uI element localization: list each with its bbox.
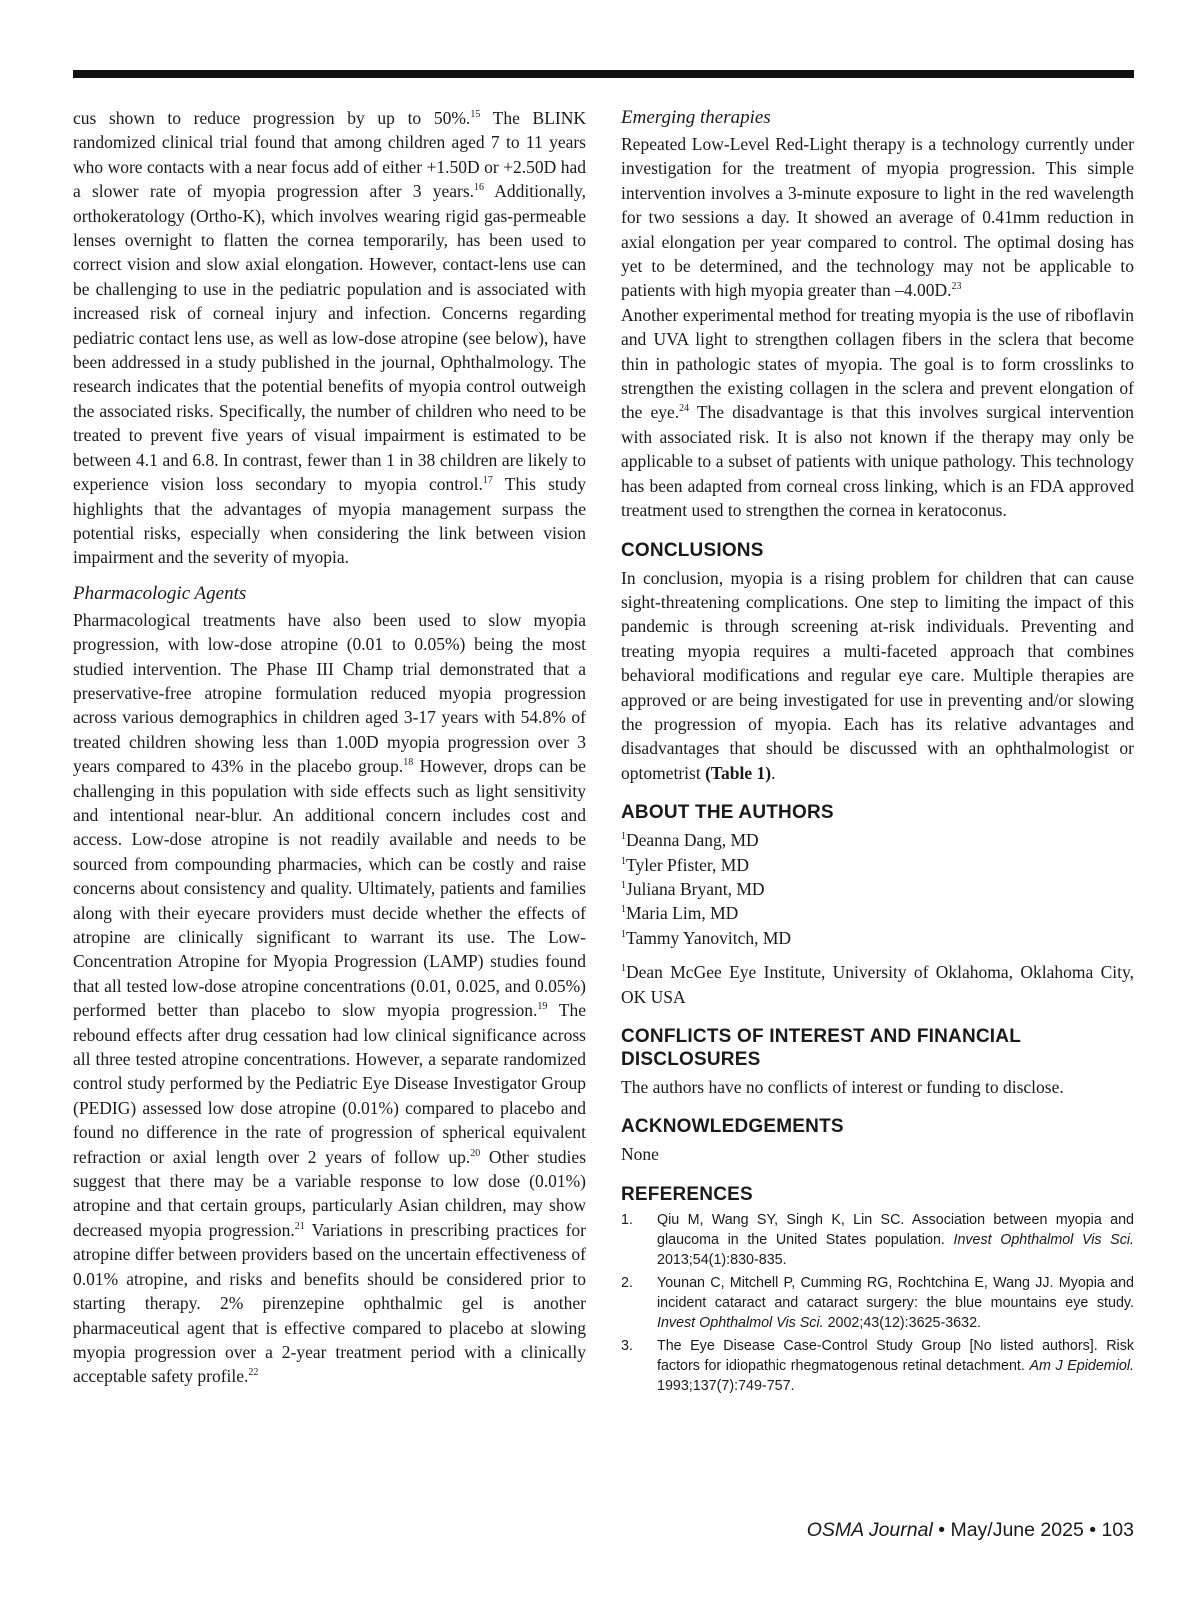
emerging-therapies-heading: Emerging therapies [621,107,771,128]
author-item: $^1$Juliana Bryant, MD [621,878,765,899]
author-item: $^1$Tammy Yanovitch, MD [621,927,792,948]
riboflavin-paragraph: Another experimental method for treating myopia is the use of riboflavin and UVA light to strengthen collagen fibers in the sclera that become thin in pathologic states of myopia. The goal is to form crosslinks to strengthen the existing collagen in the sclera and prevent elongation of the eye.$^{24}$ The disadvantage is that this involves surgical intervention with associated risk. It is also not known if the therapy may only be applicable to a subset of patients with unique pathology. This technology has been adapted from corneal cross linking, which is an FDA approved treatment used to strengthen the cornea in keratoconus. [621,304,1134,521]
page-footer [807,1518,1134,1542]
author-list [621,828,1134,950]
reference-item: 2. Younan C, Mitchell P, Cumming RG, Rochtchina E, Wang JJ. Myopia and incident cataract and cataract surgery: the blue mountains eye study. Invest Ophthalmol Vis Sci. 2002;43(12):3625-3632. [621,1274,1134,1331]
journal-name: OSMA Journal [806,1519,933,1541]
conclusions-paragraph: In conclusion, myopia is a rising problem for children that can cause sight-threatening complications. One step to limiting the impact of this pandemic is through screening at-risk individuals. Preventing and treating myopia requires a multi-faceted approach that combines behavioral modifications and regular eye care. Multiple therapies are approved or are being investigated for use in preventing and/or slowing the progression of myopia. Each has its relative advantages and disadvantages that should be discussed with an ophthalmologist or optometrist (Table 1). [621,567,1134,783]
author-item: $^1$Maria Lim, MD [621,903,739,924]
reference-list [621,1210,1134,1396]
top-rule [73,70,1134,78]
contact-lens-paragraph: cus shown to reduce progression by up to 50%.$^{15}$ The BLINK randomized clinical trial found that among children aged 7 to 11 years who wore contacts with a near focus add of either +1.50D or +2.50D had a slower rate of myopia progression after 3 years.$^{16}$ Additionally, orthokeratology (Ortho-K), which involves wearing rigid gas-permeable lenses overnight to flatten the cornea temporarily, has been used to correct vision and slow axial elongation. However, contact-lens use can be challenging to use in the pediatric population and is associated with increased risk of corneal injury and infection. Concerns regarding pediatric contact lens use, as well as low-dose atropine (see below), have been addressed in a study published in the journal, Ophthalmology. The research indicates that the potential benefits of myopia control outweigh the associated risks. Specifically, the number of children who need to be treated to prevent five years of visual impairment is estimated to be between 4.1 and 6.8. In contrast, fewer than 1 in 38 children are likely to experience vision loss secondary to myopia control.$^{17}$ This study highlights that the advantages of myopia management surpass the potential risks, especially when considering the link between vision impairment and the severity of myopia. [73,108,586,568]
pharmacologic-paragraph: Pharmacological treatments have also been used to slow myopia progression, with low-dose atropine (0.01 to 0.05%) being the most studied intervention. The Phase III Champ trial demonstrated that a preservative-free atropine formulation reduced myopia progression across various demographics in children aged 3-17 years with 54.8% of treated children showing less than 1.00D myopia progression over 3 years compared to 43% in the placebo group.$^{18}$ However, drops can be challenging in this population with side effects such as light sensitivity and intentional near-blur. An additional concern includes cost and access. Low-dose atropine is not readily available and needs to be sourced from compounding pharmacies, which can be costly and raise concerns about consistency and quality. Ultimately, patients and families along with their eyecare providers must decide whether the effects of atropine are clinically significant to warrant its use. The Low-Concentration Atropine for Myopia Progression (LAMP) studies found that all tested low-dose atropine concentrations (0.01, 0.025, and 0.05%) performed better than placebo to slow myopia progression.$^{19}$ The rebound effects after drug cessation had low clinical significance across all three tested atropine concentrations. However, a separate randomized control study performed by the Pediatric Eye Disease Investigator Group (PEDIG) assessed low dose atropine (0.01%) compared to placebo and found no difference in the rate of progression of spherical equivalent refraction or axial length over 2 years of follow up.$^{20}$ Other studies suggest that there may be a variable response to low dose (0.01%) atropine and that certain groups, particularly Asian children, may show decreased myopia progression.$^{21}$ Variations in prescribing practices for atropine differ between providers based on the uncertain effectiveness of 0.01% atropine, and risks and benefits should be considered prior to starting therapy. 2% pirenzepine ophthalmic gel is another pharmaceutical agent that is effective compared to placebo at slowing myopia progression over a 2-year treatment period with a clinically acceptable safety profile.$^{22}$ [73,609,586,1387]
reference-item: 1. Qiu M, Wang SY, Singh K, Lin SC. Association between myopia and glaucoma in the United States population. Invest Ophthalmol Vis Sci. 2013;54(1):830-835. [621,1211,1135,1268]
acknowledgements-text: None [621,1144,659,1165]
pharmacologic-agents-heading: Pharmacologic Agents [73,582,247,604]
reference-number: 3. [621,1337,633,1354]
conflicts-text: The authors have no conflicts of interest or funding to disclose. [621,1077,1064,1097]
left-column [73,106,586,1389]
table-reference: (Table 1) [705,762,772,783]
reference-item: 3. The Eye Disease Case-Control Study Group [No listed authors]. Risk factors for idiopathic rhegmatogenous retinal detachment. Am J Epidemiol. 1993;137(7):749-757. [621,1337,1134,1394]
acknowledgements-heading: ACKNOWLEDGEMENTS [621,1116,844,1138]
about-authors-heading: ABOUT THE AUTHORS [621,802,834,824]
author-item: $^1$Tyler Pfister, MD [621,854,749,875]
reference-number: 2. [621,1274,633,1291]
conclusions-heading: CONCLUSIONS [621,539,764,561]
right-column [621,106,1134,1399]
issue-and-page: • May/June 2025 • 103 [932,1519,1134,1541]
references-heading: REFERENCES [621,1183,753,1205]
author-item: $^1$Deanna Dang, MD [621,830,759,851]
reference-number: 1. [621,1211,633,1228]
conflicts-heading: CONFLICTS OF INTEREST AND FINANCIAL DISCLOSURES [621,1026,1021,1070]
red-light-paragraph: Repeated Low-Level Red-Light therapy is a technology currently under investigation for the treatment of myopia progression. This simple intervention involves a 3-minute exposure to light in the red wavelength for two sessions a day. It showed an average of 0.41mm reduction in axial elongation per year compared to control. The optimal dosing has yet to be determined, and the technology may not be applicable to patients with high myopia greater than –4.00D.$^{23}$ [621,134,1134,301]
author-affiliation: $^1$Dean McGee Eye Institute, University of Oklahoma, Oklahoma City, OK USA [621,962,1134,1007]
